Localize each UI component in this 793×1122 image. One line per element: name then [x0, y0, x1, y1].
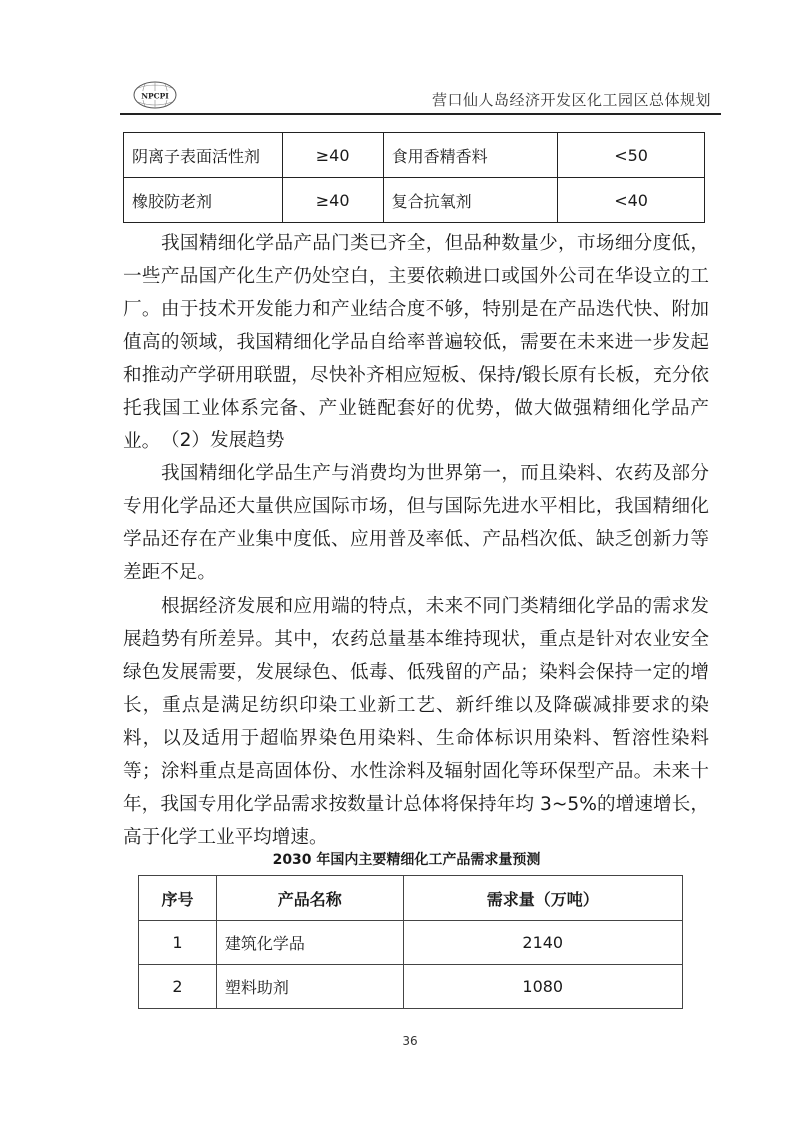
product-name-cell: 建筑化学品: [216, 921, 403, 965]
product-name-cell: 阴离子表面活性剂: [124, 133, 283, 178]
table-row: [139, 921, 683, 965]
table-header-row: [139, 876, 683, 921]
value-cell: ≥40: [282, 133, 383, 178]
additives-table: [123, 132, 705, 223]
paragraph-trend: [123, 590, 709, 854]
section-heading-block: [123, 424, 709, 457]
paragraph-gap: [123, 457, 709, 589]
document-header-title: 营口仙人岛经济开发区化工园区总体规划: [431, 91, 711, 109]
index-cell: 1: [139, 921, 217, 965]
value-cell: <40: [558, 178, 705, 223]
table-caption: 2030 年国内主要精细化工产品需求量预测: [272, 852, 541, 868]
table-row: [139, 965, 683, 1009]
paragraph-text: 我国精细化学品生产与消费均为世界第一，而且染料、农药及部分专用化学品还大量供应国际市场，但与国际先进水平相比，我国精细化学品还存在产业集中度低、应用普及率低、产品档次低、缺乏创新力等差距不足。: [123, 463, 709, 583]
logo-text: NPCPI: [141, 91, 169, 101]
table-row: [124, 178, 705, 223]
demand-cell: 2140: [403, 921, 682, 965]
value-cell: ≥40: [282, 178, 383, 223]
forecast-table: [138, 875, 683, 1009]
section-heading: （2）发展趋势: [161, 430, 285, 451]
column-header: 序号: [139, 876, 217, 921]
value-cell: <50: [558, 133, 705, 178]
column-header: 产品名称: [216, 876, 403, 921]
table-row: [124, 133, 705, 178]
product-name-cell: 食用香精香料: [383, 133, 558, 178]
index-cell: 2: [139, 965, 217, 1009]
paragraph-text: 根据经济发展和应用端的特点，未来不同门类精细化学品的需求发展趋势有所差异。其中，农药总量基本维持现状，重点是针对农业安全绿色发展需要，发展绿色、低毒、低残留的产品；染料会保持一定的增长，重点是满足纺织印染工业新工艺、新纤维以及降碳减排要求的染料，以及适用于超临界染色用染料、生命体标识用染料、暂溶性染料等；涂料重点是高固体份、水性涂料及辐射固化等环保型产品。未来十年，我国专用化学品需求按数量计总体将保持年均 3~5%的增速增长，高于化学工业平均增速。: [123, 596, 709, 848]
paragraph-text: 我国精细化学品产品门类已齐全，但品种数量少，市场细分度低，一些产品国产化生产仍处空白，主要依赖进口或国外公司在华设立的工厂。由于技术开发能力和产业结合度不够，特别是在产品迭代快、附加值高的领域，我国精细化学品自给率普遍较低，需要在未来进一步发起和推动产学研用联盟，尽快补齐相应短板、保持/锻长原有长板，充分依托我国工业体系完备、产业链配套好的优势，做大做强精细化学品产业。: [123, 233, 709, 452]
page-number: 36: [402, 1034, 418, 1048]
product-name-cell: 复合抗氧剂: [383, 178, 558, 223]
header-divider: [120, 113, 721, 115]
product-name-cell: 塑料助剂: [216, 965, 403, 1009]
column-header: 需求量（万吨）: [403, 876, 682, 921]
product-name-cell: 橡胶防老剂: [124, 178, 283, 223]
npcpi-logo: [132, 80, 178, 110]
demand-cell: 1080: [403, 965, 682, 1009]
